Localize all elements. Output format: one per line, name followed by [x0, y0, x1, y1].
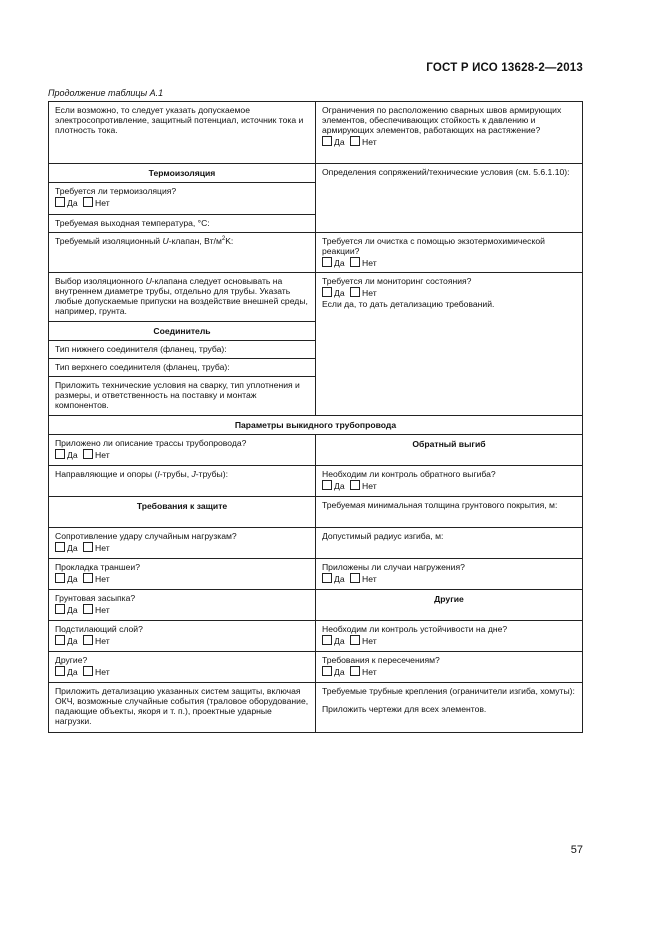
checkbox-no-label: Нет — [362, 288, 377, 298]
table-cell — [49, 102, 316, 164]
table-row — [49, 683, 583, 733]
min-cover-thickness: Требуемая минимальная толщина грунтового покрытия, м: — [322, 500, 558, 510]
checkbox-group — [322, 287, 576, 298]
bend-radius: Допустимый радиус изгиба, м: — [322, 531, 444, 541]
interface-definitions: Определения сопряжений/технические условия (см. 5.6.1.10): — [322, 167, 570, 177]
section-heading — [316, 435, 583, 466]
checkbox-yes-label: Да — [334, 258, 345, 268]
checkbox-no-label: Нет — [95, 198, 110, 208]
section-heading — [49, 322, 316, 341]
checkbox-no[interactable] — [83, 604, 93, 614]
underlay-question: Подстилающий слой? — [55, 624, 143, 634]
route-description-question: Приложено ли описание трассы трубопровода? — [55, 438, 247, 448]
table-cell — [49, 435, 316, 466]
checkbox-group — [55, 666, 309, 677]
checkbox-yes[interactable] — [322, 666, 332, 676]
checkbox-no[interactable] — [83, 573, 93, 583]
checkbox-no-label: Нет — [362, 258, 377, 268]
checkbox-group — [322, 573, 576, 584]
checkbox-yes[interactable] — [55, 197, 65, 207]
table-row — [49, 164, 583, 183]
table-cell — [49, 590, 316, 621]
table-cell — [316, 621, 583, 652]
u-value-field — [55, 236, 309, 246]
reverse-bend-heading: Обратный выгиб — [412, 439, 486, 449]
checkbox-group — [55, 197, 309, 208]
connector-specs-note: Приложить технические условия на сварку, тип уплотнения и размеры, и ответственность на поставку и монтаж компонентов. — [55, 380, 300, 410]
checkbox-no-label: Нет — [362, 481, 377, 491]
checkbox-no[interactable] — [350, 573, 360, 583]
section-heading — [49, 164, 316, 183]
u-symbol: U — [162, 236, 169, 246]
table-row — [49, 466, 583, 497]
monitoring-note: Если да, то дать детализацию требований. — [322, 299, 495, 309]
page-number: 57 — [570, 844, 583, 856]
table-cell — [316, 102, 583, 164]
checkbox-group — [322, 480, 576, 491]
checkbox-no-label: Нет — [362, 137, 377, 147]
table-cell — [49, 466, 316, 497]
u-value-text: Требуемый изоляционный — [55, 236, 163, 246]
checkbox-yes[interactable] — [55, 542, 65, 552]
table-row — [49, 273, 583, 322]
spacer — [322, 696, 576, 704]
section-heading — [49, 497, 316, 528]
protection-detail-note: Приложить детализацию указанных систем защиты, включая ОКЧ, возможные случайные события (траловое оборудование, падающие объекты, якоря и т. п.), проектные ударные нагрузки. — [55, 686, 309, 726]
drawings-note: Приложить чертежи для всех элементов. — [322, 704, 487, 714]
pipe-fasteners: Требуемые трубные крепления (ограничители изгиба, хомуты): — [322, 686, 575, 696]
checkbox-yes-label: Да — [334, 481, 345, 491]
guides-supports — [55, 469, 309, 479]
weld-restrictions-question: Ограничения по расположению сварных швов армирующих элементов, обеспечивающих стойкость к давлению и армирующих элементов, работающих на растяжение? — [322, 105, 562, 135]
table-row — [49, 528, 583, 559]
checkbox-no[interactable] — [83, 197, 93, 207]
checkbox-no-label: Нет — [95, 636, 110, 646]
u-symbol: U — [145, 276, 152, 286]
monitoring-question: Требуется ли мониторинг состояния? — [322, 276, 472, 286]
crossings-question: Требования к пересечениям? — [322, 655, 440, 665]
unit-exponent: 2 — [221, 236, 226, 243]
checkbox-group — [322, 635, 576, 646]
checkbox-yes[interactable] — [55, 449, 65, 459]
table-row — [49, 102, 583, 164]
checkbox-no-label: Нет — [95, 605, 110, 615]
reverse-bend-control-question: Необходим ли контроль обратного выгиба? — [322, 469, 496, 479]
table-cell — [49, 377, 316, 416]
table-cell — [316, 559, 583, 590]
table-cell — [49, 359, 316, 377]
table-cell — [316, 528, 583, 559]
checkbox-no-label: Нет — [362, 636, 377, 646]
checkbox-no-label: Нет — [95, 450, 110, 460]
thermo-heading: Термоизоляция — [148, 168, 216, 178]
table-row — [49, 497, 583, 528]
checkbox-yes[interactable] — [55, 604, 65, 614]
table-cell — [316, 652, 583, 683]
connector-heading: Соединитель — [153, 326, 211, 336]
checkbox-yes-label: Да — [334, 574, 345, 584]
table-cell — [49, 233, 316, 273]
table-cell — [49, 528, 316, 559]
guides-text: Направляющие и опоры ( — [55, 469, 158, 479]
table-cell — [49, 559, 316, 590]
table-cell — [316, 233, 583, 273]
checkbox-yes[interactable] — [322, 136, 332, 146]
checkbox-yes[interactable] — [322, 257, 332, 267]
table-row — [49, 652, 583, 683]
checkbox-no[interactable] — [350, 666, 360, 676]
checkbox-group — [55, 542, 309, 553]
table-cell — [49, 621, 316, 652]
checkbox-no[interactable] — [83, 666, 93, 676]
checkbox-group — [55, 573, 309, 584]
other-heading: Другие — [434, 594, 464, 604]
checkbox-no[interactable] — [83, 449, 93, 459]
section-heading — [49, 416, 583, 435]
checkbox-group — [322, 257, 576, 268]
checkbox-group — [55, 604, 309, 615]
checkbox-yes-label: Да — [334, 636, 345, 646]
section-heading — [316, 590, 583, 621]
checkbox-group — [55, 635, 309, 646]
checkbox-no[interactable] — [350, 480, 360, 490]
load-cases-question: Приложены ли случаи нагружения? — [322, 562, 465, 572]
checkbox-yes-label: Да — [334, 288, 345, 298]
checkbox-yes-label: Да — [67, 450, 78, 460]
other-question: Другие? — [55, 655, 88, 665]
checkbox-no[interactable] — [83, 635, 93, 645]
checkbox-no[interactable] — [350, 287, 360, 297]
u-valve-choice-note — [55, 276, 309, 316]
u-choice-text-tail: -клапана следует основывать на внутреннем диаметре трубы, отдельно для трубы. Указать любые допускаемые припуски на воздействие внешней среды, например, грунта. — [55, 276, 308, 316]
checkbox-no-label: Нет — [95, 574, 110, 584]
table-cell — [316, 683, 583, 733]
standard-number: ГОСТ Р ИСО 13628-2—2013 — [426, 62, 583, 74]
guides-text-tail: -трубы): — [195, 469, 228, 479]
table-caption: Продолжение таблицы А.1 — [48, 88, 164, 98]
table-row — [49, 233, 583, 273]
i-symbol: I — [157, 469, 160, 479]
checkbox-no-label: Нет — [362, 667, 377, 677]
checkbox-yes[interactable] — [55, 573, 65, 583]
checkbox-no[interactable] — [350, 635, 360, 645]
table-cell — [49, 215, 316, 233]
checkbox-yes[interactable] — [55, 666, 65, 676]
protection-heading: Требования к защите — [136, 501, 228, 511]
table-row — [49, 435, 583, 466]
checkbox-yes[interactable] — [322, 480, 332, 490]
table-row — [49, 416, 583, 435]
cathodic-note: Если возможно, то следует указать допускаемое электросопротивление, защитный потенциал, источник тока и плотность тока. — [55, 105, 304, 135]
checkbox-yes-label: Да — [334, 137, 345, 147]
checkbox-yes[interactable] — [322, 287, 332, 297]
checkbox-yes-label: Да — [67, 605, 78, 615]
checkbox-yes[interactable] — [322, 635, 332, 645]
trenching-question: Прокладка траншеи? — [55, 562, 141, 572]
checkbox-group — [322, 666, 576, 677]
guides-text-mid: -трубы, — [159, 469, 192, 479]
checkbox-no-label: Нет — [95, 667, 110, 677]
checkbox-no[interactable] — [350, 136, 360, 146]
thermo-required-question: Требуется ли термоизоляция? — [55, 186, 177, 196]
checkbox-yes-label: Да — [67, 636, 78, 646]
outlet-temperature: Требуемая выходная температура, °C: — [55, 218, 210, 228]
exothermic-cleaning-question: Требуется ли очистка с помощью экзотермохимической реакции? — [322, 236, 545, 256]
table-row — [49, 590, 583, 621]
table-cell — [49, 273, 316, 322]
checkbox-yes-label: Да — [334, 667, 345, 677]
upper-connector-type: Тип верхнего соединителя (фланец, труба): — [55, 362, 230, 372]
u-value-unit-tail: K: — [225, 236, 234, 246]
checkbox-yes[interactable] — [322, 573, 332, 583]
table-cell — [316, 273, 583, 416]
u-choice-text: Выбор изоляционного — [55, 276, 146, 286]
j-symbol: J — [191, 469, 196, 479]
checkbox-yes[interactable] — [55, 635, 65, 645]
backfill-question: Грунтовая засыпка? — [55, 593, 136, 603]
checkbox-no-label: Нет — [362, 574, 377, 584]
checkbox-no[interactable] — [350, 257, 360, 267]
table-row — [49, 621, 583, 652]
on-bottom-stability-question: Необходим ли контроль устойчивости на дне? — [322, 624, 508, 634]
lower-connector-type: Тип нижнего соединителя (фланец, труба): — [55, 344, 227, 354]
checkbox-no[interactable] — [83, 542, 93, 552]
checkbox-no-label: Нет — [95, 543, 110, 553]
impact-resistance-question: Сопротивление удару случайным нагрузкам? — [55, 531, 237, 541]
checkbox-group — [55, 449, 309, 460]
table-cell — [49, 683, 316, 733]
requirements-table — [48, 101, 583, 733]
table-cell — [316, 466, 583, 497]
u-value-unit: -клапан, Вт/м — [168, 236, 222, 246]
table-row — [49, 559, 583, 590]
table-cell — [49, 341, 316, 359]
checkbox-yes-label: Да — [67, 198, 78, 208]
table-cell — [316, 164, 583, 233]
checkbox-yes-label: Да — [67, 543, 78, 553]
checkbox-yes-label: Да — [67, 667, 78, 677]
checkbox-yes-label: Да — [67, 574, 78, 584]
table-cell — [49, 652, 316, 683]
checkbox-group — [322, 136, 576, 147]
table-cell — [49, 183, 316, 215]
flowline-params-heading: Параметры выкидного трубопровода — [234, 420, 397, 430]
table-cell — [316, 497, 583, 528]
